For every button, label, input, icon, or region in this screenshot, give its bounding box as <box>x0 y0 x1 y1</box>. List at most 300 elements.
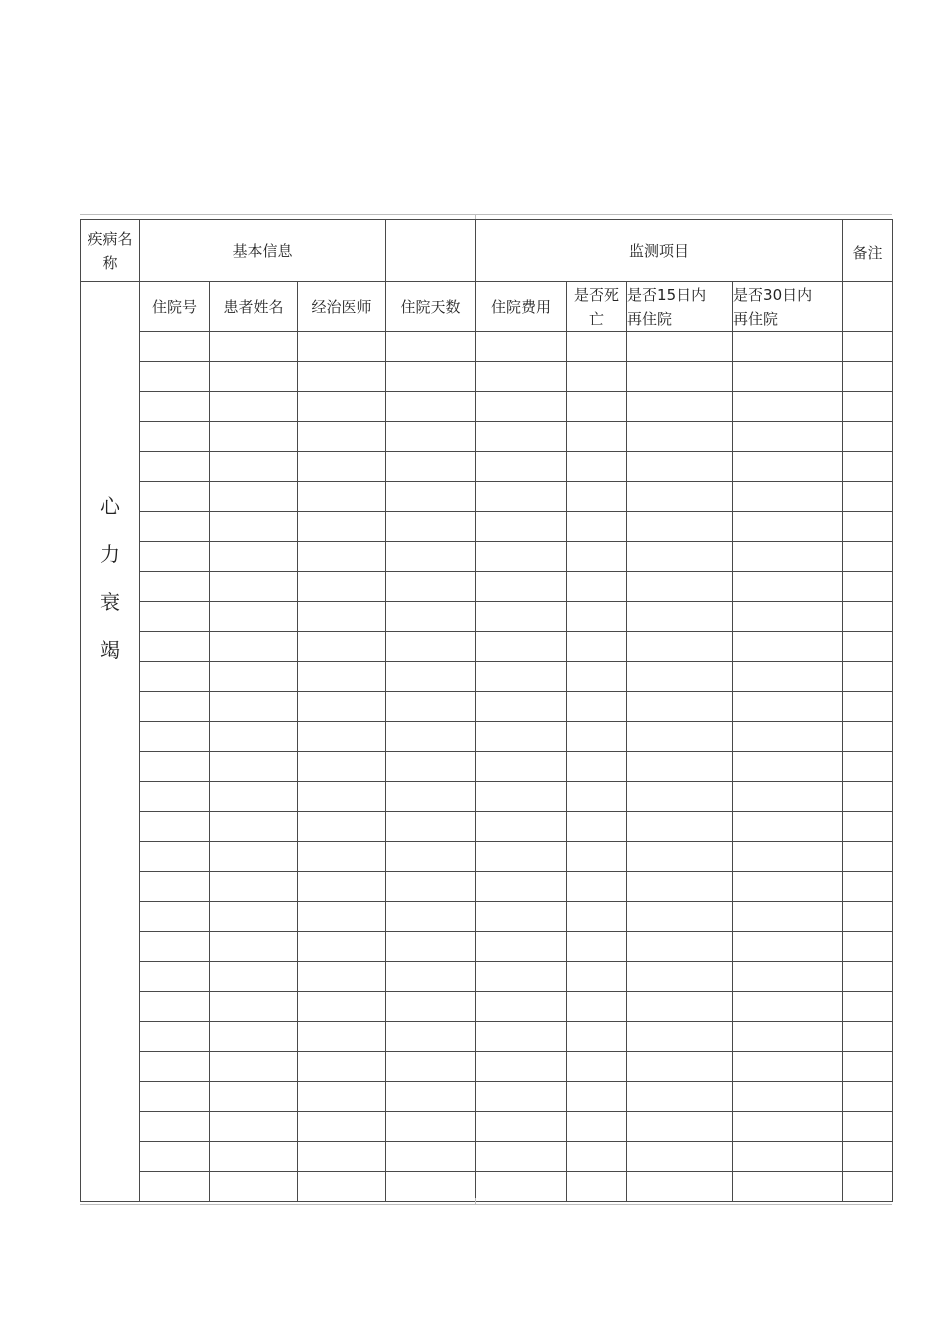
cell-readmit-30 <box>733 662 843 692</box>
table-row <box>81 932 893 962</box>
table-row <box>81 332 893 362</box>
cell-patient-name <box>210 842 298 872</box>
cell-attending-doctor <box>298 1082 386 1112</box>
cell-death <box>567 1142 627 1172</box>
cell-admission-no <box>140 542 210 572</box>
top-border-line <box>80 214 892 215</box>
cell-cost <box>476 992 567 1022</box>
cell-admission-no <box>140 842 210 872</box>
cell-death <box>567 452 627 482</box>
cell-admission-no <box>140 362 210 392</box>
cell-attending-doctor <box>298 992 386 1022</box>
cell-stay-days <box>386 932 476 962</box>
cell-stay-days <box>386 812 476 842</box>
col-stay-days: 住院天数 <box>386 282 476 332</box>
table-row <box>81 542 893 572</box>
cell-remarks <box>843 632 893 662</box>
cell-death <box>567 1022 627 1052</box>
cell-readmit-30 <box>733 512 843 542</box>
col-readmit-30: 是否30日内再住院 <box>733 282 843 332</box>
cell-readmit-15 <box>627 722 733 752</box>
cell-stay-days <box>386 572 476 602</box>
cell-death <box>567 362 627 392</box>
cell-stay-days <box>386 662 476 692</box>
cell-remarks <box>843 1052 893 1082</box>
cell-stay-days <box>386 1022 476 1052</box>
cell-readmit-15 <box>627 1052 733 1082</box>
cell-patient-name <box>210 362 298 392</box>
cell-patient-name <box>210 992 298 1022</box>
cell-patient-name <box>210 1052 298 1082</box>
cell-death <box>567 962 627 992</box>
cell-stay-days <box>386 1082 476 1112</box>
cell-stay-days <box>386 722 476 752</box>
cell-readmit-30 <box>733 482 843 512</box>
cell-cost <box>476 1052 567 1082</box>
cell-admission-no <box>140 1142 210 1172</box>
cell-attending-doctor <box>298 1022 386 1052</box>
header-remarks: 备注 <box>843 220 893 282</box>
table-row <box>81 1172 893 1202</box>
disease-char: 力 <box>100 542 120 566</box>
cell-readmit-30 <box>733 842 843 872</box>
cell-attending-doctor <box>298 602 386 632</box>
cell-stay-days <box>386 872 476 902</box>
cell-admission-no <box>140 872 210 902</box>
table-row <box>81 512 893 542</box>
cell-attending-doctor <box>298 392 386 422</box>
header-basic-info: 基本信息 <box>140 220 386 282</box>
cell-cost <box>476 422 567 452</box>
cell-readmit-15 <box>627 452 733 482</box>
cell-readmit-30 <box>733 932 843 962</box>
cell-patient-name <box>210 872 298 902</box>
cell-readmit-15 <box>627 932 733 962</box>
cell-patient-name <box>210 392 298 422</box>
cell-stay-days <box>386 422 476 452</box>
cell-attending-doctor <box>298 752 386 782</box>
cell-death <box>567 1052 627 1082</box>
cell-stay-days <box>386 692 476 722</box>
cell-readmit-30 <box>733 962 843 992</box>
cell-readmit-30 <box>733 1112 843 1142</box>
cell-death <box>567 332 627 362</box>
cell-cost <box>476 1022 567 1052</box>
cell-remarks <box>843 1172 893 1202</box>
cell-cost <box>476 902 567 932</box>
cell-readmit-30 <box>733 692 843 722</box>
cell-readmit-15 <box>627 572 733 602</box>
cell-readmit-30 <box>733 1082 843 1112</box>
cell-admission-no <box>140 482 210 512</box>
cell-readmit-15 <box>627 422 733 452</box>
cell-patient-name <box>210 752 298 782</box>
cell-cost <box>476 1172 567 1202</box>
cell-remarks <box>843 392 893 422</box>
cell-admission-no <box>140 902 210 932</box>
cell-admission-no <box>140 632 210 662</box>
cell-death <box>567 1112 627 1142</box>
table-row <box>81 722 893 752</box>
cell-readmit-15 <box>627 782 733 812</box>
cell-readmit-15 <box>627 872 733 902</box>
cell-readmit-15 <box>627 842 733 872</box>
cell-remarks <box>843 362 893 392</box>
col-attending-doctor: 经治医师 <box>298 282 386 332</box>
table-row <box>81 482 893 512</box>
cell-patient-name <box>210 452 298 482</box>
cell-death <box>567 422 627 452</box>
table-row <box>81 632 893 662</box>
cell-stay-days <box>386 602 476 632</box>
cell-death <box>567 542 627 572</box>
cell-cost <box>476 392 567 422</box>
cell-death <box>567 902 627 932</box>
cell-attending-doctor <box>298 512 386 542</box>
table-row <box>81 992 893 1022</box>
cell-attending-doctor <box>298 962 386 992</box>
cell-admission-no <box>140 1052 210 1082</box>
cell-attending-doctor <box>298 902 386 932</box>
cell-cost <box>476 452 567 482</box>
cell-readmit-15 <box>627 692 733 722</box>
cell-cost <box>476 722 567 752</box>
cell-attending-doctor <box>298 482 386 512</box>
cell-death <box>567 992 627 1022</box>
col-readmit-15: 是否15日内再住院 <box>627 282 733 332</box>
table-row <box>81 752 893 782</box>
table-row <box>81 362 893 392</box>
cell-remarks <box>843 422 893 452</box>
header-monitoring: 监测项目 <box>476 220 843 282</box>
cell-cost <box>476 1112 567 1142</box>
cell-readmit-15 <box>627 632 733 662</box>
cell-readmit-30 <box>733 392 843 422</box>
cell-patient-name <box>210 962 298 992</box>
cell-attending-doctor <box>298 662 386 692</box>
table-row <box>81 692 893 722</box>
cell-patient-name <box>210 332 298 362</box>
cell-attending-doctor <box>298 782 386 812</box>
cell-stay-days <box>386 752 476 782</box>
cell-attending-doctor <box>298 692 386 722</box>
cell-admission-no <box>140 332 210 362</box>
table-row <box>81 452 893 482</box>
cell-attending-doctor <box>298 842 386 872</box>
cell-readmit-30 <box>733 602 843 632</box>
cell-death <box>567 482 627 512</box>
monitoring-form-table <box>80 219 893 1202</box>
cell-readmit-30 <box>733 1022 843 1052</box>
cell-readmit-15 <box>627 1022 733 1052</box>
cell-death <box>567 632 627 662</box>
cell-patient-name <box>210 602 298 632</box>
cell-remarks <box>843 992 893 1022</box>
table-row <box>81 1112 893 1142</box>
cell-readmit-30 <box>733 332 843 362</box>
table-row <box>81 1082 893 1112</box>
col-admission-no: 住院号 <box>140 282 210 332</box>
cell-attending-doctor <box>298 332 386 362</box>
cell-readmit-15 <box>627 662 733 692</box>
cell-cost <box>476 872 567 902</box>
cell-readmit-15 <box>627 512 733 542</box>
table-row <box>81 902 893 932</box>
cell-attending-doctor <box>298 1112 386 1142</box>
cell-readmit-30 <box>733 452 843 482</box>
col-patient-name: 患者姓名 <box>210 282 298 332</box>
cell-attending-doctor <box>298 542 386 572</box>
cell-remarks <box>843 842 893 872</box>
cell-stay-days <box>386 1052 476 1082</box>
cell-admission-no <box>140 752 210 782</box>
cell-remarks <box>843 572 893 602</box>
cell-patient-name <box>210 902 298 932</box>
cell-readmit-30 <box>733 1142 843 1172</box>
bottom-column-tick <box>475 1198 476 1204</box>
cell-attending-doctor <box>298 1142 386 1172</box>
cell-cost <box>476 692 567 722</box>
cell-patient-name <box>210 692 298 722</box>
cell-cost <box>476 752 567 782</box>
table-row <box>81 422 893 452</box>
cell-readmit-15 <box>627 1112 733 1142</box>
cell-readmit-30 <box>733 752 843 782</box>
cell-readmit-30 <box>733 542 843 572</box>
cell-death <box>567 392 627 422</box>
cell-remarks <box>843 1142 893 1172</box>
cell-stay-days <box>386 362 476 392</box>
cell-remarks <box>843 482 893 512</box>
cell-stay-days <box>386 632 476 662</box>
cell-admission-no <box>140 452 210 482</box>
cell-admission-no <box>140 932 210 962</box>
disease-char: 竭 <box>100 638 120 662</box>
cell-admission-no <box>140 992 210 1022</box>
cell-remarks <box>843 812 893 842</box>
cell-remarks <box>843 1112 893 1142</box>
cell-attending-doctor <box>298 872 386 902</box>
cell-readmit-15 <box>627 482 733 512</box>
table-row <box>81 572 893 602</box>
cell-cost <box>476 1142 567 1172</box>
cell-patient-name <box>210 782 298 812</box>
cell-patient-name <box>210 422 298 452</box>
cell-attending-doctor <box>298 632 386 662</box>
cell-remarks <box>843 1082 893 1112</box>
table-row <box>81 842 893 872</box>
cell-readmit-15 <box>627 992 733 1022</box>
cell-readmit-15 <box>627 542 733 572</box>
cell-admission-no <box>140 1022 210 1052</box>
cell-death <box>567 512 627 542</box>
cell-patient-name <box>210 542 298 572</box>
cell-cost <box>476 842 567 872</box>
cell-readmit-30 <box>733 632 843 662</box>
cell-remarks <box>843 332 893 362</box>
cell-cost <box>476 962 567 992</box>
cell-remarks <box>843 782 893 812</box>
cell-cost <box>476 932 567 962</box>
cell-death <box>567 572 627 602</box>
cell-remarks <box>843 962 893 992</box>
cell-death <box>567 782 627 812</box>
cell-cost <box>476 482 567 512</box>
cell-readmit-30 <box>733 872 843 902</box>
cell-attending-doctor <box>298 1172 386 1202</box>
cell-cost <box>476 782 567 812</box>
header-row-1 <box>81 220 893 282</box>
cell-death <box>567 662 627 692</box>
cell-admission-no <box>140 722 210 752</box>
cell-readmit-30 <box>733 572 843 602</box>
cell-readmit-15 <box>627 602 733 632</box>
cell-patient-name <box>210 1022 298 1052</box>
cell-readmit-30 <box>733 992 843 1022</box>
cell-admission-no <box>140 422 210 452</box>
cell-admission-no <box>140 692 210 722</box>
table-row <box>81 1052 893 1082</box>
cell-death <box>567 722 627 752</box>
cell-remarks <box>843 722 893 752</box>
cell-remarks <box>843 602 893 632</box>
cell-remarks <box>843 662 893 692</box>
cell-patient-name <box>210 932 298 962</box>
cell-admission-no <box>140 602 210 632</box>
cell-death <box>567 842 627 872</box>
cell-attending-doctor <box>298 362 386 392</box>
table-row <box>81 602 893 632</box>
cell-stay-days <box>386 1172 476 1202</box>
cell-stay-days <box>386 962 476 992</box>
cell-death <box>567 692 627 722</box>
cell-stay-days <box>386 542 476 572</box>
disease-name-vertical <box>100 482 120 674</box>
cell-death <box>567 812 627 842</box>
cell-readmit-30 <box>733 422 843 452</box>
cell-cost <box>476 632 567 662</box>
cell-remarks <box>843 692 893 722</box>
cell-readmit-15 <box>627 1082 733 1112</box>
cell-attending-doctor <box>298 572 386 602</box>
cell-stay-days <box>386 1142 476 1172</box>
cell-stay-days <box>386 392 476 422</box>
cell-cost <box>476 572 567 602</box>
cell-cost <box>476 1082 567 1112</box>
cell-readmit-30 <box>733 902 843 932</box>
cell-readmit-15 <box>627 362 733 392</box>
cell-attending-doctor <box>298 1052 386 1082</box>
cell-cost <box>476 812 567 842</box>
cell-cost <box>476 362 567 392</box>
cell-attending-doctor <box>298 452 386 482</box>
cell-stay-days <box>386 482 476 512</box>
table-row <box>81 1142 893 1172</box>
cell-patient-name <box>210 482 298 512</box>
cell-cost <box>476 542 567 572</box>
col-cost: 住院费用 <box>476 282 567 332</box>
cell-readmit-15 <box>627 1142 733 1172</box>
cell-stay-days <box>386 512 476 542</box>
cell-stay-days <box>386 332 476 362</box>
bottom-border-line <box>80 1204 892 1205</box>
cell-admission-no <box>140 812 210 842</box>
cell-readmit-15 <box>627 332 733 362</box>
col-remarks-blank <box>843 282 893 332</box>
cell-patient-name <box>210 572 298 602</box>
cell-patient-name <box>210 512 298 542</box>
cell-death <box>567 1082 627 1112</box>
cell-cost <box>476 332 567 362</box>
cell-admission-no <box>140 512 210 542</box>
cell-stay-days <box>386 992 476 1022</box>
cell-readmit-30 <box>733 1052 843 1082</box>
table-row <box>81 962 893 992</box>
cell-death <box>567 872 627 902</box>
cell-readmit-15 <box>627 812 733 842</box>
table-row <box>81 662 893 692</box>
cell-readmit-30 <box>733 782 843 812</box>
cell-patient-name <box>210 632 298 662</box>
cell-cost <box>476 662 567 692</box>
cell-attending-doctor <box>298 422 386 452</box>
disease-name-cell <box>81 282 140 1202</box>
cell-admission-no <box>140 662 210 692</box>
cell-remarks <box>843 902 893 932</box>
cell-readmit-30 <box>733 362 843 392</box>
disease-char: 心 <box>100 494 120 518</box>
cell-patient-name <box>210 1172 298 1202</box>
cell-remarks <box>843 932 893 962</box>
cell-cost <box>476 602 567 632</box>
cell-readmit-30 <box>733 722 843 752</box>
cell-readmit-30 <box>733 812 843 842</box>
cell-stay-days <box>386 902 476 932</box>
cell-readmit-15 <box>627 962 733 992</box>
table-row <box>81 1022 893 1052</box>
cell-death <box>567 1172 627 1202</box>
cell-remarks <box>843 512 893 542</box>
cell-admission-no <box>140 782 210 812</box>
disease-char: 衰 <box>100 590 120 614</box>
cell-patient-name <box>210 812 298 842</box>
cell-remarks <box>843 872 893 902</box>
cell-patient-name <box>210 1142 298 1172</box>
cell-readmit-30 <box>733 1172 843 1202</box>
cell-stay-days <box>386 842 476 872</box>
cell-remarks <box>843 452 893 482</box>
header-row-2 <box>81 282 893 332</box>
header-blank-cell <box>386 220 476 282</box>
cell-death <box>567 932 627 962</box>
cell-readmit-15 <box>627 1172 733 1202</box>
cell-admission-no <box>140 1082 210 1112</box>
table-row <box>81 872 893 902</box>
cell-readmit-15 <box>627 392 733 422</box>
cell-readmit-15 <box>627 752 733 782</box>
table-row <box>81 392 893 422</box>
header-disease-name: 疾病名称 <box>81 220 140 282</box>
cell-readmit-15 <box>627 902 733 932</box>
cell-remarks <box>843 542 893 572</box>
cell-death <box>567 602 627 632</box>
cell-attending-doctor <box>298 812 386 842</box>
table-row <box>81 812 893 842</box>
cell-admission-no <box>140 962 210 992</box>
cell-patient-name <box>210 1112 298 1142</box>
cell-admission-no <box>140 1172 210 1202</box>
col-death: 是否死亡 <box>567 282 627 332</box>
